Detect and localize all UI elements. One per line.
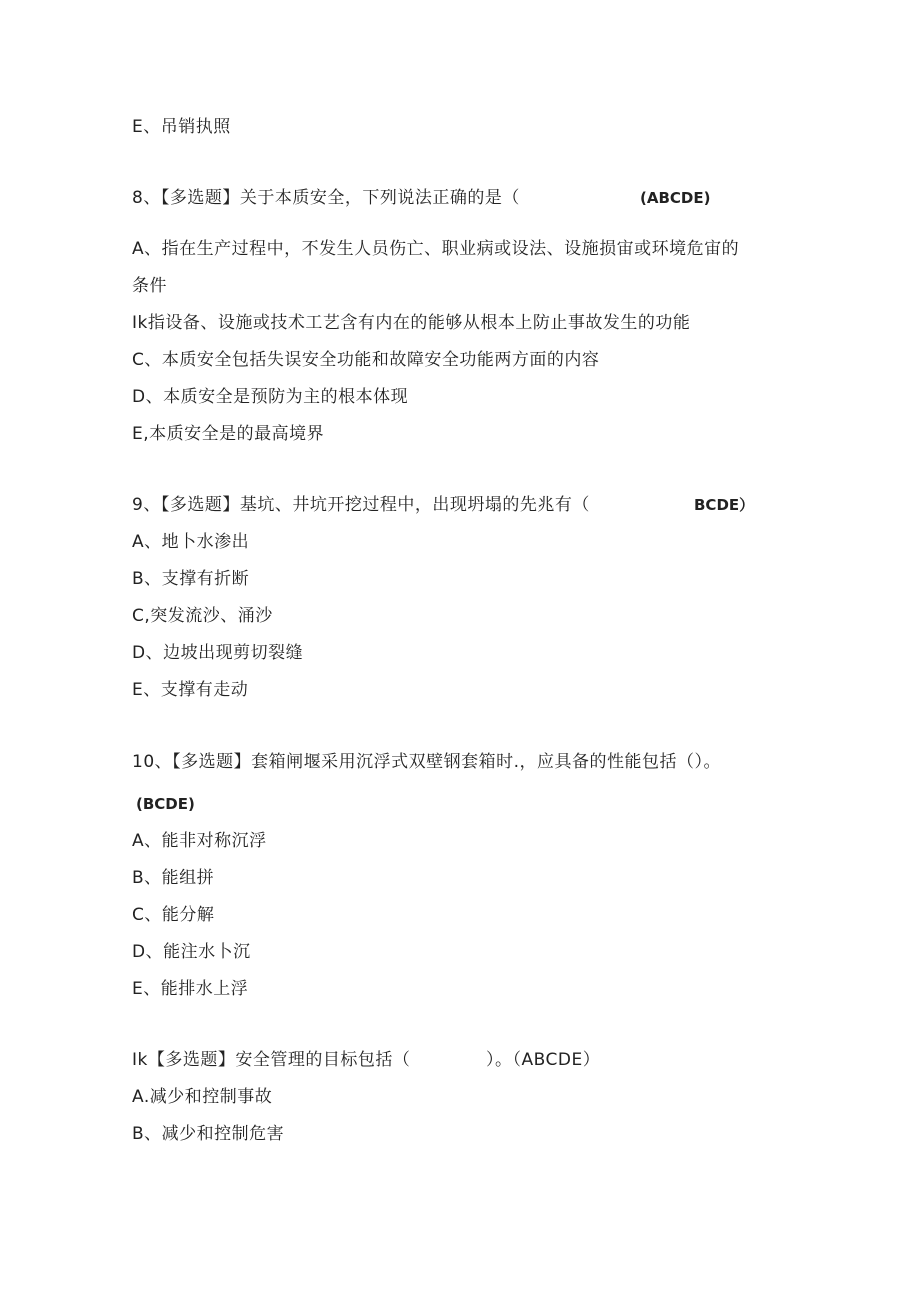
question-10-option-c: C、能分解 bbox=[132, 905, 215, 925]
question-8-option-c: C、本质安全包括失误安全功能和故障安全功能两方面的内容 bbox=[132, 350, 600, 370]
question-10-option-d: D、能注水卜沉 bbox=[132, 942, 251, 962]
question-7-option-e: E、吊销执照 bbox=[132, 117, 231, 137]
question-10-option-b: B、能组拼 bbox=[132, 868, 215, 888]
question-8-option-a-line-1: A、指在生产过程中，不发生人员伤亡、职业病或设法、设施损宙或环境危宙的 bbox=[132, 239, 740, 259]
question-9-option-d: D、边坡出现剪切裂缝 bbox=[132, 643, 304, 663]
question-11-stem-tail: ）。（ABCDE） bbox=[486, 1050, 601, 1070]
question-8-option-a-line-2: 条件 bbox=[132, 276, 167, 296]
question-9-option-b: B、支撑有折断 bbox=[132, 569, 250, 589]
question-8-option-d: D、本质安全是预防为主的根本体现 bbox=[132, 387, 409, 407]
question-10-stem: 10、【多选题】套箱闸堰采用沉浮式双壁钢套箱时.，应具备的性能包括（）。 bbox=[132, 752, 722, 772]
question-8-answer: (ABCDE) bbox=[640, 189, 711, 207]
question-8-stem: 8、【多选题】关于本质安全，下列说法正确的是（ bbox=[132, 188, 520, 208]
question-10-option-e: E、能排水上浮 bbox=[132, 979, 249, 999]
question-10-option-a: A、能非对称沉浮 bbox=[132, 831, 267, 851]
question-9-option-e: E、支撑有走动 bbox=[132, 680, 249, 700]
question-11-stem: Ik【多选题】安全管理的目标包括（ bbox=[132, 1050, 411, 1070]
question-11-option-b: B、减少和控制危害 bbox=[132, 1124, 285, 1144]
question-9-stem: 9、【多选题】基坑、井坑开挖过程中，出现坍塌的先兆有（ bbox=[132, 495, 590, 515]
question-9-option-c: C,突发流沙、涌沙 bbox=[132, 606, 273, 626]
question-8-option-e: E,本质安全是的最高境界 bbox=[132, 424, 325, 444]
question-10-answer: (BCDE) bbox=[136, 795, 195, 813]
question-8-option-b: Ik指设备、设施或技术工艺含有内在的能够从根本上防止事故发生的功能 bbox=[132, 313, 691, 333]
question-11-option-a: A.减少和控制事故 bbox=[132, 1087, 273, 1107]
question-9-answer: BCDE） bbox=[694, 496, 755, 514]
question-9-option-a: A、地卜水渗出 bbox=[132, 532, 250, 552]
